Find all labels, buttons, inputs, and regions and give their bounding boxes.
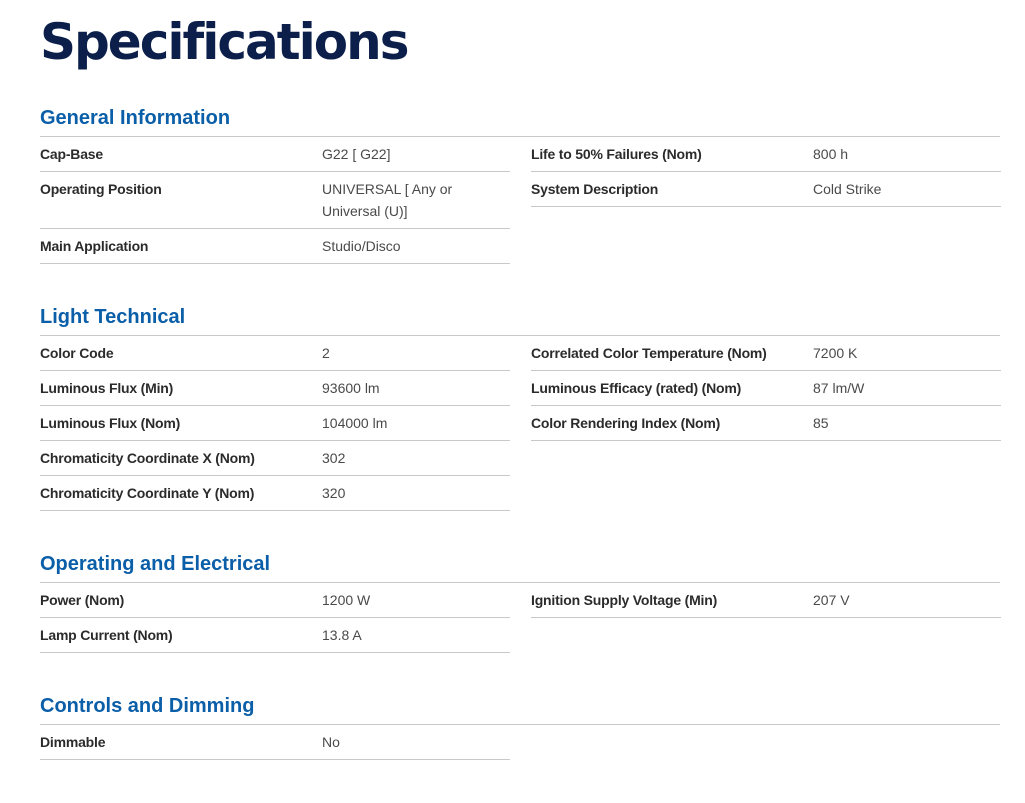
page-title: Specifications — [40, 13, 408, 71]
spec-label: Dimmable — [40, 734, 106, 750]
spec-label: Cap-Base — [40, 146, 103, 162]
spec-label: Correlated Color Temperature (Nom) — [531, 345, 767, 361]
spec-value: 13.8 A — [322, 627, 362, 643]
spec-row — [40, 137, 510, 172]
spec-value: 1200 W — [322, 592, 371, 608]
spec-row — [40, 229, 510, 264]
spec-value: 207 V — [813, 592, 850, 608]
spec-label: Lamp Current (Nom) — [40, 627, 173, 643]
spec-row — [40, 725, 510, 760]
spec-row — [531, 137, 1001, 172]
spec-label: Main Application — [40, 238, 149, 254]
section-title: Controls and Dimming — [40, 691, 1000, 725]
spec-column-left — [40, 336, 510, 511]
spec-value: 93600 lm — [322, 380, 380, 396]
spec-row — [40, 583, 510, 618]
spec-value: 87 lm/W — [813, 380, 865, 396]
section-title: Operating and Electrical — [40, 549, 1000, 583]
spec-column-left — [40, 725, 510, 760]
spec-column-right — [531, 336, 1001, 441]
spec-row — [40, 172, 510, 229]
spec-label: Chromaticity Coordinate X (Nom) — [40, 450, 255, 466]
spec-value: UNIVERSAL [ Any or Universal (U)] — [322, 181, 453, 219]
section-general-information — [40, 103, 1000, 273]
spec-label: Operating Position — [40, 181, 162, 197]
spec-label: Luminous Flux (Nom) — [40, 415, 181, 431]
spec-value: 800 h — [813, 146, 849, 162]
spec-value: 85 — [813, 415, 829, 431]
spec-value: 7200 K — [813, 345, 858, 361]
spec-label: Luminous Efficacy (rated) (Nom) — [531, 380, 742, 396]
spec-row — [40, 371, 510, 406]
spec-row — [531, 336, 1001, 371]
spec-value: Cold Strike — [813, 181, 882, 197]
spec-row — [40, 406, 510, 441]
spec-row — [40, 336, 510, 371]
spec-label: Life to 50% Failures (Nom) — [531, 146, 702, 162]
spec-label: Chromaticity Coordinate Y (Nom) — [40, 485, 255, 501]
section-light-technical — [40, 302, 1000, 520]
spec-value: 104000 lm — [322, 415, 388, 431]
spec-row — [531, 406, 1001, 441]
spec-label: Color Rendering Index (Nom) — [531, 415, 721, 431]
spec-value: No — [322, 734, 340, 750]
spec-row — [531, 172, 1001, 207]
spec-row — [40, 476, 510, 511]
spec-column-left — [40, 137, 510, 264]
section-title: Light Technical — [40, 302, 1000, 336]
spec-value: 302 — [322, 450, 346, 466]
spec-row — [40, 618, 510, 653]
section-operating-and-electrical — [40, 549, 1000, 662]
spec-label: Ignition Supply Voltage (Min) — [531, 592, 718, 608]
spec-value: 2 — [322, 345, 330, 361]
spec-label: Luminous Flux (Min) — [40, 380, 174, 396]
spec-column-left — [40, 583, 510, 653]
spec-column-right — [531, 583, 1001, 618]
section-title: General Information — [40, 103, 1000, 137]
spec-value: G22 [ G22] — [322, 146, 391, 162]
spec-row — [531, 583, 1001, 618]
spec-value: 320 — [322, 485, 346, 501]
section-controls-and-dimming — [40, 691, 1000, 769]
spec-label: Color Code — [40, 345, 114, 361]
spec-column-right — [531, 137, 1001, 207]
spec-label: System Description — [531, 181, 659, 197]
spec-label: Power (Nom) — [40, 592, 125, 608]
spec-row — [40, 441, 510, 476]
spec-row — [531, 371, 1001, 406]
spec-value: Studio/Disco — [322, 238, 401, 254]
